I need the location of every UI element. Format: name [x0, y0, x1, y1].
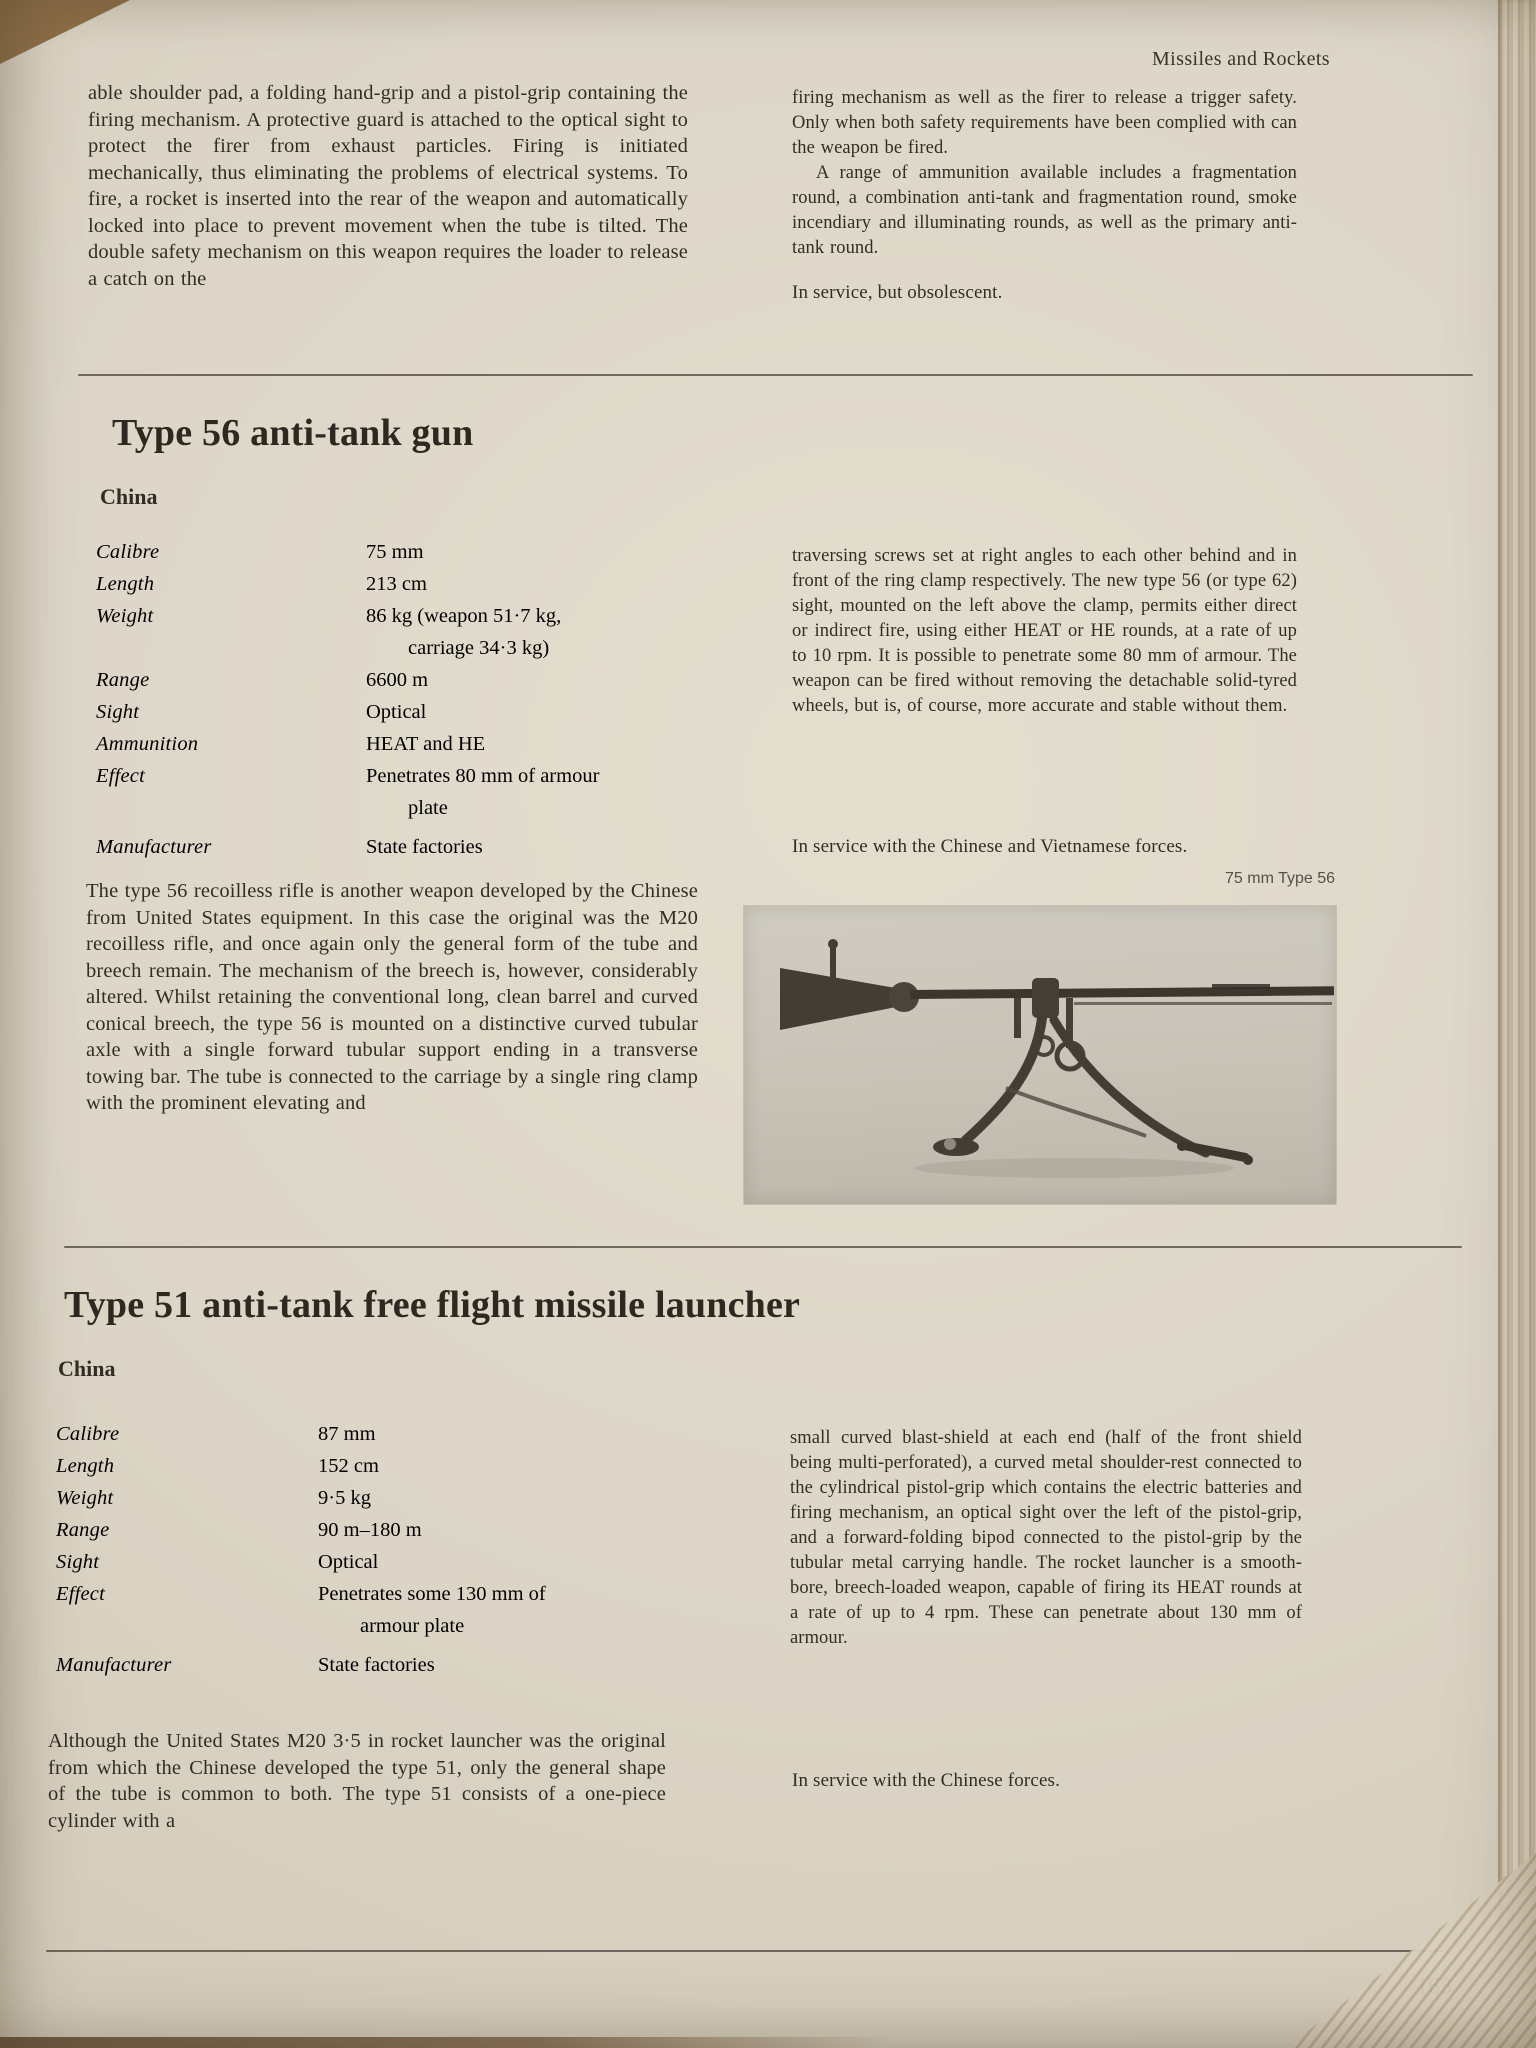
spec-label: Weight [96, 605, 154, 627]
type-51-body-paragraph-right: small curved blast-shield at each end (half of the front shield being multi-perforated), a curved metal shoulder-rest connected to the cylindrical pistol-grip which contains the electric batteries and firing mechanism, an optical sight over the left of the pistol-grip, and a forward-folding bipod connected to the pistol-grip by the tubular metal carrying handle. The rocket launcher is a smooth-bore, breech-loaded weapon, capable of firing its HEAT rounds at a rate of up to 4 rpm. These can penetrate about 130 mm of armour. [790, 1428, 1302, 1648]
spec-label: Effect [96, 765, 146, 787]
type-56-body-left-column [86, 878, 698, 1117]
spec-row-range [56, 1514, 546, 1546]
spec-label: Manufacturer [56, 1654, 172, 1676]
spec-value: 213 cm [366, 573, 427, 595]
country-label-type-56: China [100, 484, 158, 509]
footer-rule [46, 1950, 1444, 1952]
spec-row-manufacturer [56, 1649, 546, 1681]
spec-label: Length [56, 1455, 115, 1477]
spec-table-type-56 [96, 536, 599, 863]
spec-value: State factories [366, 836, 483, 858]
type-56-body-paragraph-right: traversing screws set at right angles to each other behind and in front of the ring clamp respectively. The new type 56 (or type 62) sight, mounted on the left above the clamp, permits either direct or indirect fire, using either HEAT or HE rounds, at a rate of up to 10 rpm. It is possible to penetrate some 80 mm of armour. The weapon can be fired without removing the detachable solid-tyred wheels, but is, of course, more accurate and stable without them. [792, 546, 1297, 716]
spec-label: Range [56, 1519, 110, 1541]
intro-right-paragraph-1: firing mechanism as well as the firer to release a trigger safety. Only when both safety requirements have been complied with can the weapon be fired. [792, 88, 1297, 158]
spec-row-weight [96, 600, 599, 664]
type-51-body-left-column [48, 1728, 666, 1834]
spec-value-continued: armour plate [360, 1615, 465, 1637]
spec-value: 87 mm [318, 1423, 376, 1445]
spec-value: 90 m–180 m [318, 1519, 422, 1541]
running-header: Missiles and Rockets [1152, 48, 1330, 70]
spec-row-ammunition [96, 728, 599, 760]
section-divider-2 [64, 1246, 1462, 1248]
spec-value: Penetrates 80 mm of armour [366, 765, 600, 787]
spec-label: Calibre [96, 541, 160, 563]
table-edge-shadow [0, 2037, 891, 2048]
spec-label: Calibre [56, 1423, 120, 1445]
spec-value: Penetrates some 130 mm of [318, 1583, 546, 1605]
spec-row-sight [56, 1546, 546, 1578]
spec-value: Optical [318, 1551, 379, 1573]
spec-table-type-51 [56, 1418, 546, 1681]
spec-value: 6600 m [366, 669, 429, 691]
spec-row-effect [56, 1578, 546, 1642]
spec-value: State factories [318, 1654, 435, 1676]
type-56-body-paragraph-left: The type 56 recoilless rifle is another weapon developed by the Chinese from United States equipment. In this case the original was the M20 recoilless rifle, and once again only the general form of the tube and breech remain. The mechanism of the breech is, however, considerably altered. Whilst retaining the conventional long, clean barrel and curved conical breech, the type 56 is mounted on a distinctive curved tubular axle with a single forward tubular support ending in a transverse towing bar. The tube is connected to the carriage by a single ring clamp with the prominent elevating and [86, 880, 698, 1114]
spec-value-continued: plate [408, 797, 448, 819]
spec-row-effect [96, 760, 599, 824]
intro-service-note: In service, but obsolescent. [792, 282, 1003, 303]
intro-right-column [792, 86, 1297, 261]
spec-row-range [96, 664, 599, 696]
spec-label: Sight [56, 1551, 100, 1573]
intro-left-paragraph: able shoulder pad, a folding hand-grip and a pistol-grip containing the firing mechanism. A protective guard is attached to the optical sight to protect the firer from exhaust particles. Firing is initiated mechanically, thus eliminating the problems of electrical systems. To fire, a rocket is inserted into the rear of the weapon and automatically locked into place to prevent movement when the tube is tilted. The double safety mechanism on this weapon requires the loader to release a catch on the [88, 82, 688, 290]
weapon-photo [744, 906, 1336, 1204]
spec-label: Ammunition [96, 733, 199, 755]
spec-row-sight [96, 696, 599, 728]
spec-row-calibre [96, 536, 599, 568]
spec-value: 9·5 kg [318, 1487, 371, 1509]
spec-row-length [56, 1450, 546, 1482]
type-51-service-note: In service with the Chinese forces. [792, 1770, 1060, 1791]
page-stack-edge-right [1498, 0, 1536, 2048]
spec-label: Weight [56, 1487, 114, 1509]
intro-right-paragraph-2: A range of ammunition available includes a fragmentation round, a combination anti-tank and fragmentation round, smoke incendiary and illuminating rounds, as well as the primary anti-tank round. [792, 163, 1297, 258]
recoilless-gun-illustration [744, 906, 1336, 1204]
type-51-body-right-column [790, 1426, 1302, 1651]
spec-label: Manufacturer [96, 836, 212, 858]
type-56-service-note: In service with the Chinese and Vietnamese forces. [792, 836, 1188, 857]
intro-left-column [88, 80, 688, 292]
type-51-body-paragraph-left: Although the United States M20 3·5 in rocket launcher was the original from which the Chinese developed the type 51, only the general shape of the tube is common to both. The type 51 consists of a one-piece cylinder with a [48, 1730, 666, 1832]
photo-caption: 75 mm Type 56 [1225, 870, 1335, 887]
spec-value: 75 mm [366, 541, 424, 563]
spec-value-continued: carriage 34·3 kg) [408, 637, 550, 659]
type-56-body-right-column [792, 544, 1297, 719]
section-divider-1 [78, 374, 1473, 376]
spec-value: Optical [366, 701, 427, 723]
spec-row-length [96, 568, 599, 600]
spec-label: Length [96, 573, 155, 595]
spec-label: Sight [96, 701, 140, 723]
spec-value: 86 kg (weapon 51·7 kg, [366, 605, 562, 627]
spec-value: 152 cm [318, 1455, 379, 1477]
spec-label: Effect [56, 1583, 106, 1605]
spec-label: Range [96, 669, 150, 691]
spec-value: HEAT and HE [366, 733, 486, 755]
spec-row-weight [56, 1482, 546, 1514]
book-cover-corner [0, 0, 130, 64]
section-title-type-51: Type 51 anti-tank free flight missile launcher [64, 1284, 801, 1326]
spec-row-calibre [56, 1418, 546, 1450]
section-title-type-56: Type 56 anti-tank gun [112, 412, 474, 454]
spec-row-manufacturer [96, 831, 599, 863]
country-label-type-51: China [58, 1356, 116, 1381]
